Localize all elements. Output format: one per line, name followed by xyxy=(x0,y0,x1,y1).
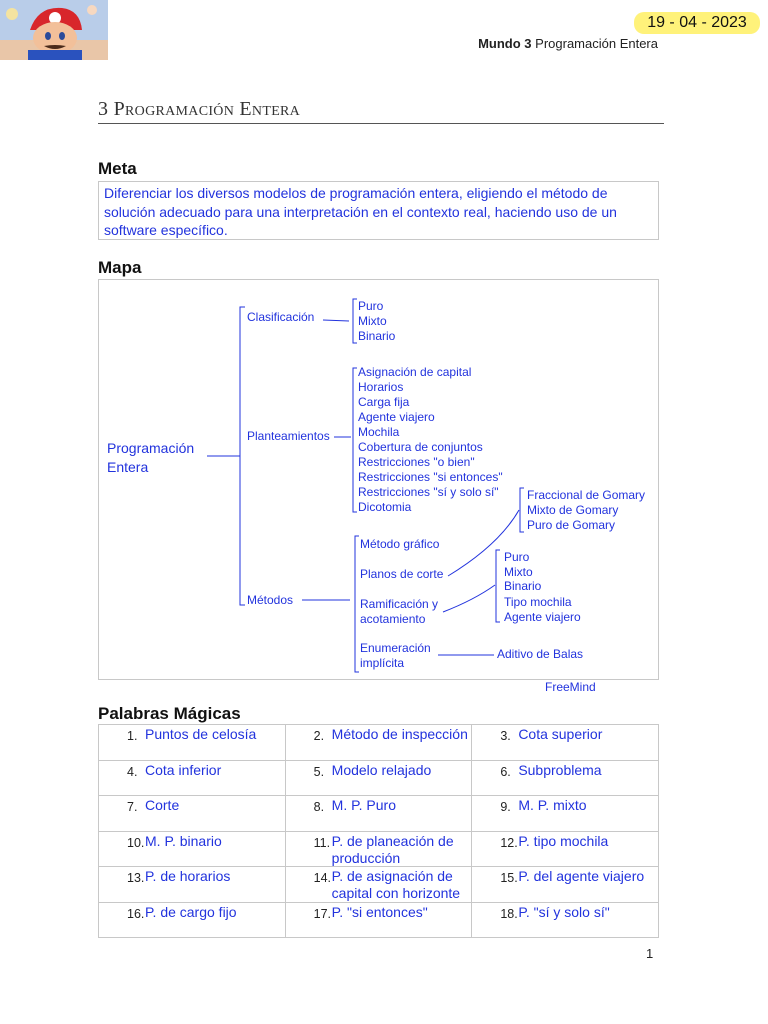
keyword-term: M. P. Puro xyxy=(331,797,396,813)
keyword-term: Modelo relajado xyxy=(331,761,432,778)
keyword-number: 2. xyxy=(313,729,325,743)
map-node-enumeracion-line2: implícita xyxy=(360,656,405,670)
keyword-cell xyxy=(99,867,286,903)
map-node-root-line2: Entera xyxy=(107,459,149,475)
map-bracket-metodos xyxy=(355,536,359,672)
map-node-ramificacion-line2: acotamiento xyxy=(360,612,426,626)
keyword-term: P. de asignación de capital con horizonte xyxy=(331,868,461,901)
concept-map xyxy=(98,279,659,680)
keyword-number: 7. xyxy=(127,800,138,814)
map-leaf: Agente viajero xyxy=(358,410,435,424)
map-leaf: Mochila xyxy=(358,425,400,439)
map-leaf: Binario xyxy=(504,579,542,593)
map-leaf: Mixto xyxy=(358,314,387,328)
keyword-term: M. P. mixto xyxy=(518,797,587,813)
map-edge-ramificacion xyxy=(443,585,495,612)
keyword-number: 6. xyxy=(500,764,511,779)
keyword-cell xyxy=(472,725,659,761)
keyword-cell xyxy=(99,725,286,761)
table-row xyxy=(99,831,659,867)
map-node-ramificacion: Ramificación y xyxy=(360,597,439,611)
keyword-number: 11. xyxy=(313,835,331,850)
keyword-term: P. tipo mochila xyxy=(518,832,609,849)
keyword-term: Puntos de celosía xyxy=(145,726,257,742)
keyword-term: P. "sí y solo sí" xyxy=(518,903,610,920)
keywords-table xyxy=(98,724,659,938)
map-node-planteamientos: Planteamientos xyxy=(247,429,330,443)
keyword-term: P. de planeación de producción xyxy=(331,832,454,866)
map-leaf: Puro xyxy=(504,550,530,564)
date-badge: 19 - 04 - 2023 xyxy=(634,12,760,34)
keyword-number: 4. xyxy=(127,764,138,779)
map-leaf: Agente viajero xyxy=(504,610,581,624)
keyword-cell xyxy=(99,831,286,867)
map-node-clasificacion: Clasificación xyxy=(247,310,315,324)
freemind-credit: FreeMind xyxy=(545,680,596,694)
keyword-number: 3. xyxy=(500,729,511,743)
keyword-number: 1. xyxy=(127,729,138,743)
keyword-cell xyxy=(285,760,472,796)
map-leaf: Puro xyxy=(358,299,384,313)
palabras-heading: Palabras Mágicas xyxy=(98,704,241,723)
map-bracket-planteamientos xyxy=(353,368,357,512)
keyword-term: Corte xyxy=(145,797,180,813)
map-edge-clasificacion xyxy=(323,320,349,321)
keyword-number: 12. xyxy=(500,835,518,850)
keyword-term: Subproblema xyxy=(518,761,602,778)
keyword-cell xyxy=(99,902,286,938)
keyword-number: 18. xyxy=(500,906,518,921)
keyword-cell xyxy=(472,831,659,867)
page-number: 1 xyxy=(646,946,654,961)
keyword-number: 14. xyxy=(313,871,332,885)
map-node-enumeracion: Enumeración xyxy=(360,641,431,655)
keyword-cell xyxy=(285,796,472,832)
map-node-metodo-grafico: Método gráfico xyxy=(360,537,440,551)
keyword-number: 5. xyxy=(313,764,325,779)
map-leaf: Tipo mochila xyxy=(504,595,572,609)
map-bracket-ramificacion xyxy=(496,550,500,622)
keyword-cell xyxy=(285,831,472,867)
map-leaf: Fraccional de Gomary xyxy=(527,488,646,502)
map-leaf: Aditivo de Balas xyxy=(497,647,584,661)
map-leaf: Restricciones "sí y solo sí" xyxy=(358,485,499,499)
map-node-planos-corte: Planos de corte xyxy=(360,567,444,581)
map-leaf: Asignación de capital xyxy=(358,365,472,379)
keyword-term: P. de horarios xyxy=(145,868,231,884)
map-bracket-clasificacion xyxy=(353,299,357,343)
avatar xyxy=(0,0,108,60)
map-leaf: Puro de Gomary xyxy=(527,518,616,532)
keyword-term: Cota inferior xyxy=(145,761,222,778)
keyword-number: 8. xyxy=(313,800,325,814)
keyword-number: 15. xyxy=(500,871,518,885)
keyword-number: 17. xyxy=(313,906,332,921)
map-node-metodos: Métodos xyxy=(247,593,294,607)
meta-goal-box: Diferenciar los diversos modelos de programación entera, eligiendo el método de solución adecuado para una interpretación en el contexto real, haciendo uso de un software específico. xyxy=(98,181,659,240)
map-leaf: Restricciones "si entonces" xyxy=(358,470,503,484)
table-row xyxy=(99,796,659,832)
keyword-cell xyxy=(285,902,472,938)
keyword-cell xyxy=(472,902,659,938)
map-leaf: Binario xyxy=(358,329,396,343)
keyword-cell xyxy=(472,796,659,832)
map-node-root: Programación xyxy=(107,440,195,456)
keyword-number: 10. xyxy=(127,835,145,850)
keyword-cell xyxy=(285,867,472,903)
header-topic: Programación Entera xyxy=(535,36,658,51)
mario-avatar-image xyxy=(0,0,108,60)
keyword-cell xyxy=(99,760,286,796)
table-row xyxy=(99,867,659,903)
keyword-term: P. del agente viajero xyxy=(518,868,645,884)
map-leaf: Cobertura de conjuntos xyxy=(358,440,483,454)
map-bracket-main xyxy=(240,307,245,605)
concept-map-diagram xyxy=(99,280,660,681)
meta-heading: Meta xyxy=(98,159,137,178)
table-row xyxy=(99,902,659,938)
header-subtitle xyxy=(478,36,658,51)
keyword-term: P. de cargo fijo xyxy=(145,903,237,920)
map-leaf: Mixto de Gomary xyxy=(527,503,619,517)
keyword-number: 9. xyxy=(500,800,511,814)
map-leaf: Mixto xyxy=(504,565,533,579)
table-row xyxy=(99,725,659,761)
keyword-cell xyxy=(472,760,659,796)
mapa-heading: Mapa xyxy=(98,258,142,277)
keyword-cell xyxy=(285,725,472,761)
chapter-title: 3 Programación Entera xyxy=(98,98,301,120)
map-leaf: Horarios xyxy=(358,380,404,394)
table-row xyxy=(99,760,659,796)
title-divider xyxy=(98,123,664,124)
map-leaf: Carga fija xyxy=(358,395,410,409)
map-bracket-gomary xyxy=(520,488,524,532)
world-label: Mundo 3 xyxy=(478,36,532,51)
keyword-term: M. P. binario xyxy=(145,832,222,849)
keyword-cell xyxy=(99,796,286,832)
keyword-term: P. "si entonces" xyxy=(331,903,428,920)
keyword-cell xyxy=(472,867,659,903)
map-leaf: Restricciones "o bien" xyxy=(358,455,475,469)
keyword-number: 16. xyxy=(127,906,145,921)
map-leaf: Dicotomia xyxy=(358,500,412,514)
keyword-number: 13. xyxy=(127,871,145,885)
keyword-term: Cota superior xyxy=(518,726,603,742)
keyword-term: Método de inspección xyxy=(331,726,468,742)
